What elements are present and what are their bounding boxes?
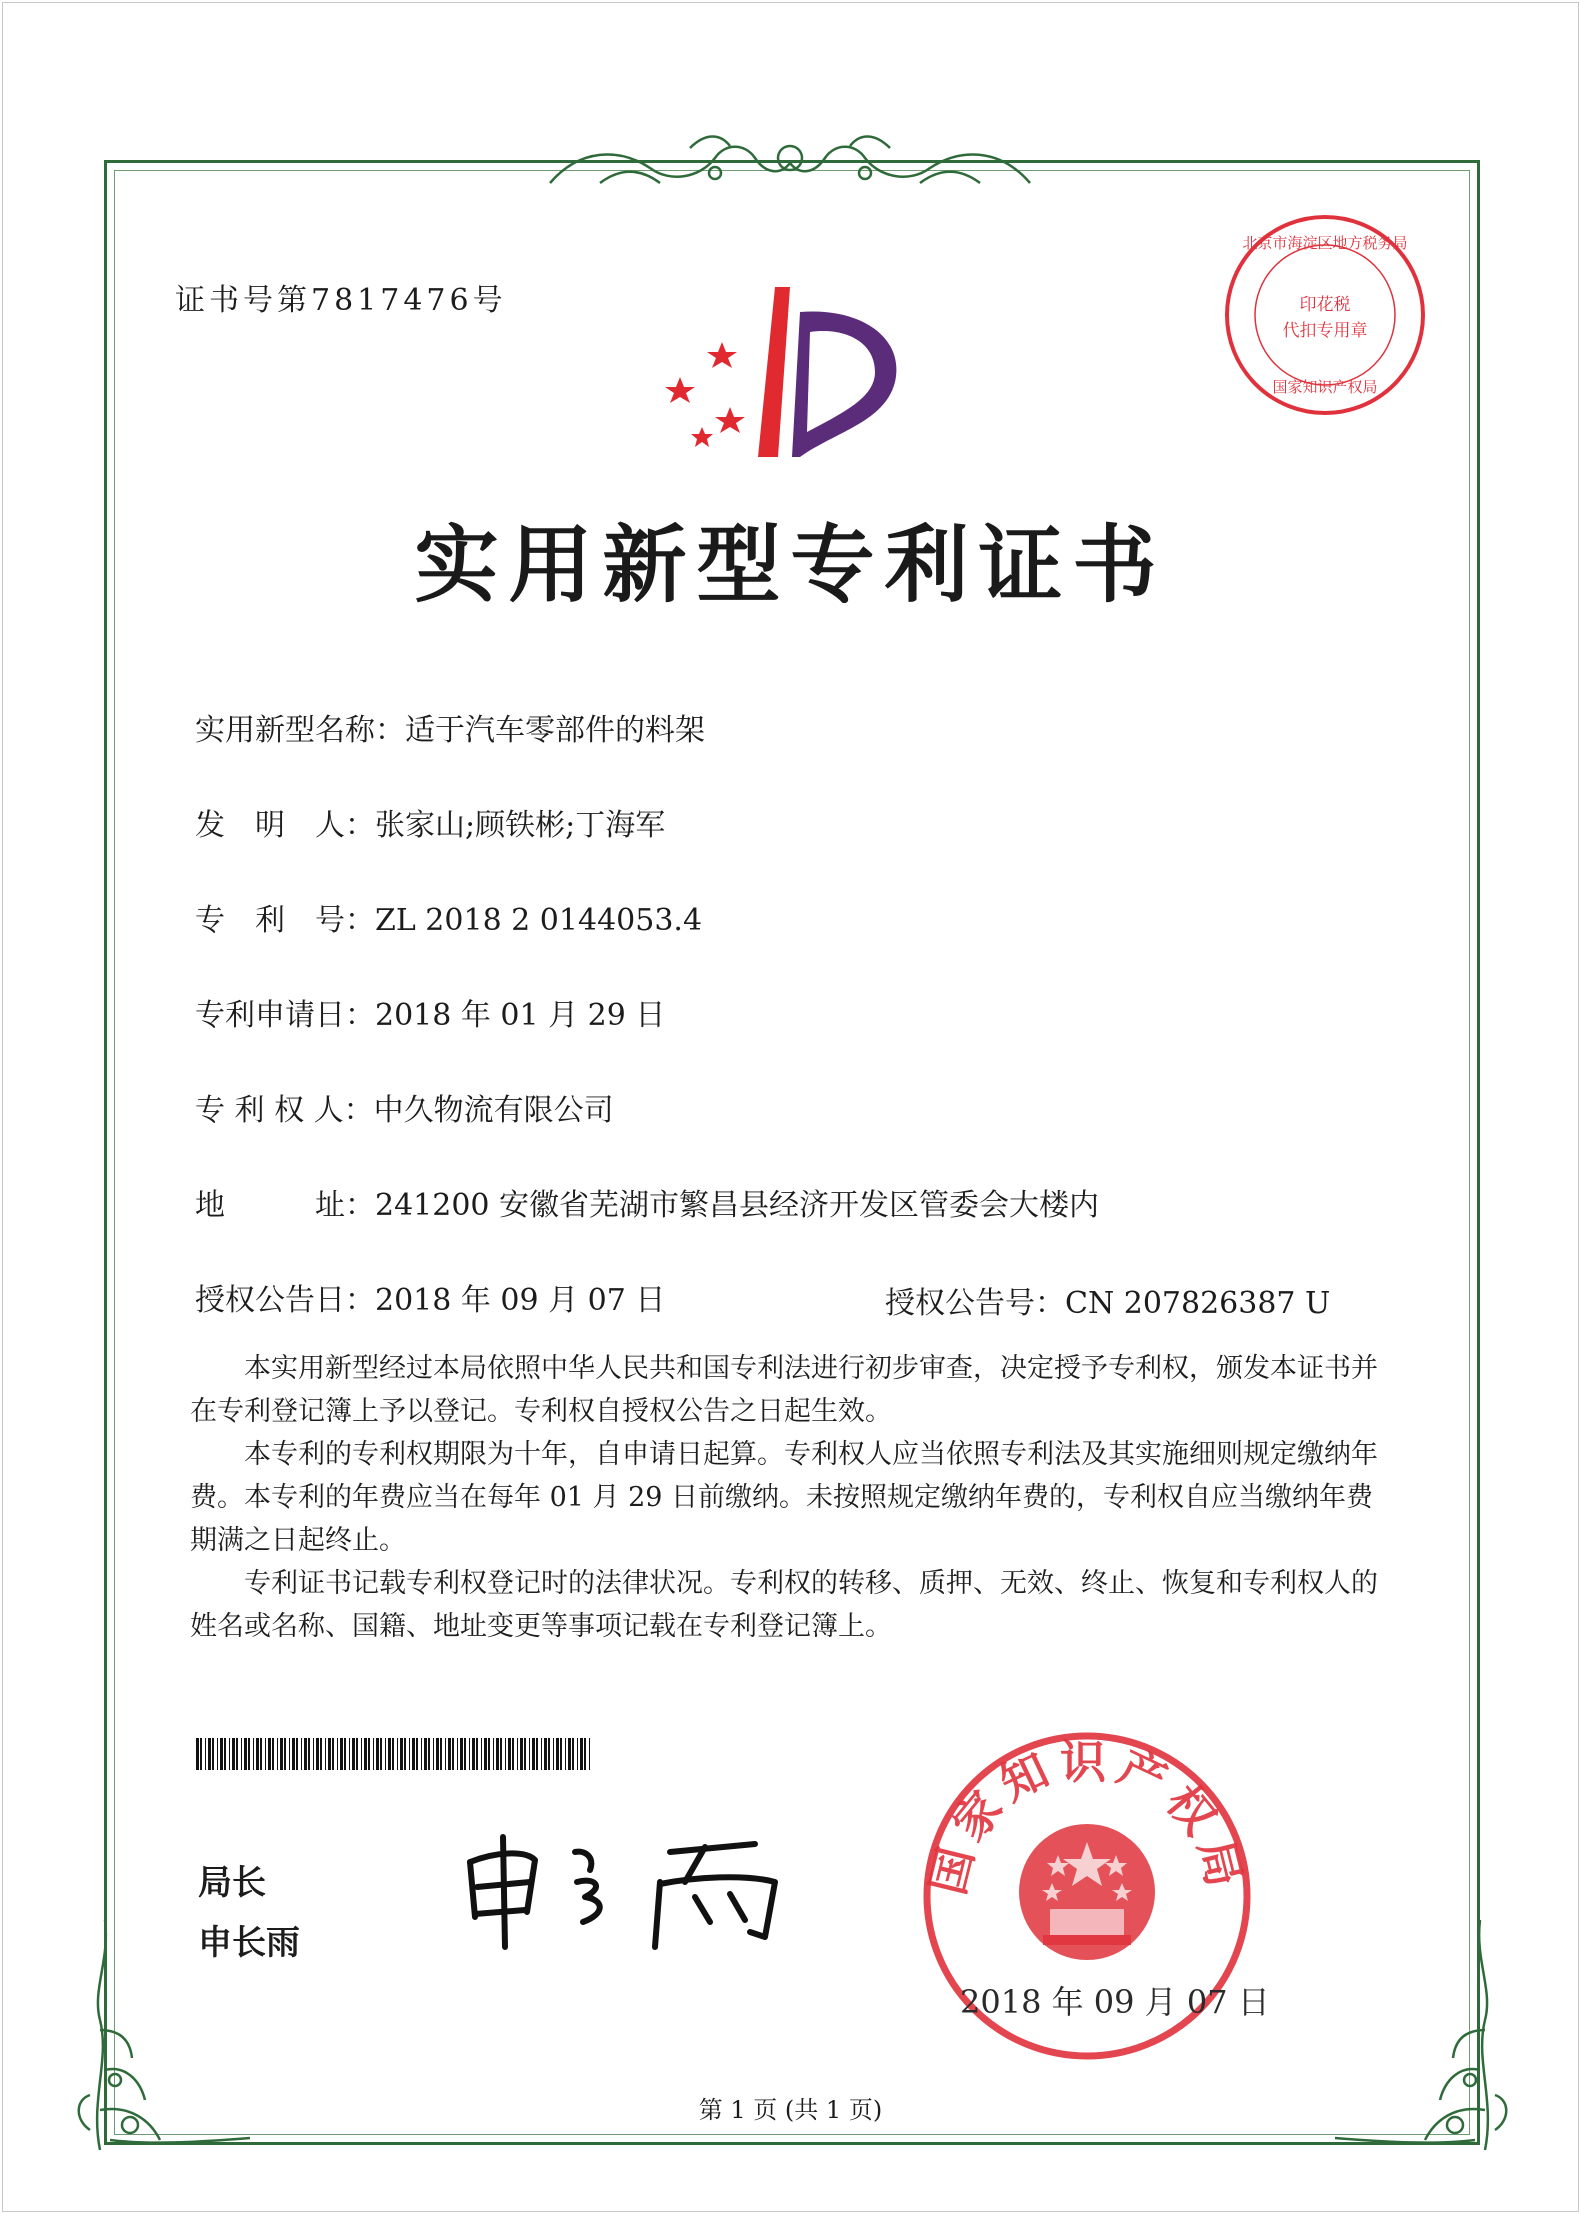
field-filing-date <box>195 990 665 1034</box>
seal-line2: 代扣专用章 <box>1282 321 1368 341</box>
barcode-bar <box>529 1738 530 1770</box>
page-number: 第 1 页 (共 1 页) <box>698 2096 883 2124</box>
barcode-bar <box>292 1738 295 1770</box>
body-paragraph: 本实用新型经过本局依照中华人民共和国专利法进行初步审查，决定授予专利权，颁发本证书并在专利登记簿上予以登记。专利权自授权公告之日起生效。 <box>190 1353 1378 1427</box>
field-value: 2018 年 01 月 29 日 <box>375 998 666 1033</box>
barcode-bar <box>316 1738 319 1770</box>
barcode-bar <box>572 1738 574 1770</box>
barcode-bar <box>229 1738 230 1770</box>
field-utility-model-name <box>195 705 705 749</box>
field-patentee <box>195 1085 614 1129</box>
body-paragraph: 专利证书记载专利权登记时的法律状况。专利权的转移、质押、无效、终止、恢复和专利权人的姓名或名称、国籍、地址变更等事项记载在专利登记簿上。 <box>190 1568 1378 1642</box>
barcode-bar <box>337 1738 338 1770</box>
barcode-bar <box>397 1738 398 1770</box>
field-label: 发 明 人： <box>195 808 375 843</box>
barcode-bar <box>520 1738 523 1770</box>
barcode-bar <box>268 1738 271 1770</box>
barcode-bar <box>577 1738 578 1770</box>
field-value: ZL 2018 2 0144053.4 <box>375 903 703 938</box>
barcode-bar <box>349 1738 350 1770</box>
barcode-bar <box>548 1738 550 1770</box>
barcode-bar <box>265 1738 266 1770</box>
barcode-bar <box>404 1738 406 1770</box>
barcode-bar <box>556 1738 559 1770</box>
field-label: 专 利 权 人： <box>195 1093 374 1128</box>
barcode-bar <box>196 1738 199 1770</box>
field-grant-date <box>195 1275 665 1319</box>
barcode-bar <box>589 1738 590 1770</box>
field-label: 地 址： <box>195 1188 375 1223</box>
barcode-bar <box>325 1738 326 1770</box>
barcode-bar <box>364 1738 367 1770</box>
barcode-bar <box>361 1738 362 1770</box>
director-title: 局长 <box>198 1863 266 1903</box>
barcode-bar <box>532 1738 535 1770</box>
seal-bottom-text: 国家知识产权局 <box>1272 378 1378 396</box>
barcode-bar <box>380 1738 382 1770</box>
barcode-bar <box>476 1738 478 1770</box>
barcode-bar <box>352 1738 355 1770</box>
barcode-bar <box>289 1738 290 1770</box>
barcode-bar <box>512 1738 514 1770</box>
barcode-bar <box>421 1738 422 1770</box>
barcode-bar <box>344 1738 346 1770</box>
barcode-bar <box>469 1738 470 1770</box>
stamp-duty-seal <box>1220 210 1430 420</box>
barcode-bar <box>373 1738 374 1770</box>
barcode-bar <box>541 1738 542 1770</box>
patent-office-logo <box>660 282 910 472</box>
field-label: 专利申请日： <box>195 998 375 1033</box>
field-value: CN 207826387 U <box>1065 1286 1331 1321</box>
field-value: 张家山;顾铁彬;丁海军 <box>375 808 666 843</box>
barcode-bar <box>448 1738 451 1770</box>
barcode-bar <box>205 1738 206 1770</box>
barcode-bar <box>505 1738 506 1770</box>
top-ornament <box>540 128 1040 198</box>
barcode-bar <box>508 1738 511 1770</box>
barcode-bar <box>412 1738 415 1770</box>
field-label: 授权公告日： <box>195 1283 375 1318</box>
barcode-bar <box>472 1738 475 1770</box>
barcode-bar <box>385 1738 386 1770</box>
barcode-bar <box>460 1738 463 1770</box>
barcode-bar <box>524 1738 526 1770</box>
barcode <box>196 1738 591 1770</box>
barcode-bar <box>464 1738 466 1770</box>
barcode-bar <box>256 1738 259 1770</box>
field-value: 241200 安徽省芜湖市繁昌县经济开发区管委会大楼内 <box>375 1188 1100 1223</box>
barcode-bar <box>436 1738 439 1770</box>
barcode-bar <box>332 1738 334 1770</box>
barcode-bar <box>452 1738 454 1770</box>
barcode-bar <box>241 1738 242 1770</box>
barcode-bar <box>568 1738 571 1770</box>
seal-ring-text: 北京市海淀区地方税务局 <box>1242 234 1408 252</box>
barcode-bar <box>236 1738 238 1770</box>
field-patent-number <box>195 895 702 939</box>
barcode-bar <box>544 1738 547 1770</box>
barcode-bar <box>232 1738 235 1770</box>
barcode-bar <box>457 1738 458 1770</box>
barcode-bar <box>560 1738 562 1770</box>
seal-line1: 印花税 <box>1299 295 1351 315</box>
director-name: 申长雨 <box>198 1923 300 1963</box>
barcode-bar <box>217 1738 218 1770</box>
barcode-bar <box>280 1738 283 1770</box>
barcode-bar <box>493 1738 494 1770</box>
field-label: 授权公告号： <box>885 1286 1065 1321</box>
barcode-bar <box>400 1738 403 1770</box>
field-label: 专 利 号： <box>195 903 375 938</box>
barcode-bar <box>304 1738 307 1770</box>
field-inventor <box>195 800 665 844</box>
barcode-bar <box>272 1738 274 1770</box>
barcode-bar <box>356 1738 358 1770</box>
barcode-bar <box>248 1738 250 1770</box>
barcode-bar <box>340 1738 343 1770</box>
barcode-bar <box>376 1738 379 1770</box>
barcode-bar <box>296 1738 298 1770</box>
barcode-bar <box>496 1738 499 1770</box>
barcode-bar <box>208 1738 211 1770</box>
barcode-bar <box>553 1738 554 1770</box>
field-value: 2018 年 09 月 07 日 <box>375 1283 666 1318</box>
seal-date: 2018 年 09 月 07 日 <box>960 1983 1270 2021</box>
barcode-bar <box>500 1738 502 1770</box>
seal-ring-text: 国家知识产权局 <box>920 1735 1254 1900</box>
barcode-bar <box>320 1738 322 1770</box>
barcode-bar <box>260 1738 262 1770</box>
barcode-bar <box>244 1738 247 1770</box>
barcode-bar <box>580 1738 583 1770</box>
barcode-bar <box>328 1738 331 1770</box>
barcode-bar <box>440 1738 442 1770</box>
barcode-bar <box>424 1738 427 1770</box>
barcode-bar <box>409 1738 410 1770</box>
barcode-bar <box>301 1738 302 1770</box>
barcode-bar <box>253 1738 254 1770</box>
barcode-bar <box>517 1738 518 1770</box>
barcode-bar <box>368 1738 370 1770</box>
certificate-number: 证书号第7817476号 <box>175 283 507 318</box>
field-grant-number <box>885 1278 1330 1322</box>
barcode-bar <box>308 1738 310 1770</box>
barcode-bar <box>484 1738 487 1770</box>
barcode-bar <box>200 1738 202 1770</box>
field-label: 实用新型名称： <box>195 713 405 748</box>
barcode-bar <box>212 1738 214 1770</box>
barcode-bar <box>584 1738 586 1770</box>
field-address <box>195 1180 1099 1224</box>
barcode-bar <box>481 1738 482 1770</box>
barcode-bar <box>433 1738 434 1770</box>
certificate-title: 实用新型专利证书 <box>414 515 1167 614</box>
barcode-bar <box>220 1738 223 1770</box>
barcode-bar <box>565 1738 566 1770</box>
barcode-bar <box>428 1738 430 1770</box>
barcode-bar <box>488 1738 490 1770</box>
barcode-bar <box>388 1738 391 1770</box>
body-paragraph: 本专利的专利权期限为十年，自申请日起算。专利权人应当依照专利法及其实施细则规定缴纳年费。本专利的年费应当在每年 01 月 29 日前缴纳。未按照规定缴纳年费的，专利权自应当缴纳年费期满之日起终止。 <box>190 1439 1378 1556</box>
barcode-bar <box>224 1738 226 1770</box>
barcode-bar <box>277 1738 278 1770</box>
director-signature <box>455 1822 795 1952</box>
barcode-bar <box>536 1738 538 1770</box>
barcode-bar <box>392 1738 394 1770</box>
barcode-bar <box>416 1738 418 1770</box>
field-value: 中久物流有限公司 <box>373 1093 614 1128</box>
certificate-body <box>190 1347 1390 1648</box>
field-value: 适于汽车零部件的料架 <box>405 713 705 748</box>
barcode-bar <box>284 1738 286 1770</box>
barcode-bar <box>313 1738 314 1770</box>
barcode-bar <box>445 1738 446 1770</box>
